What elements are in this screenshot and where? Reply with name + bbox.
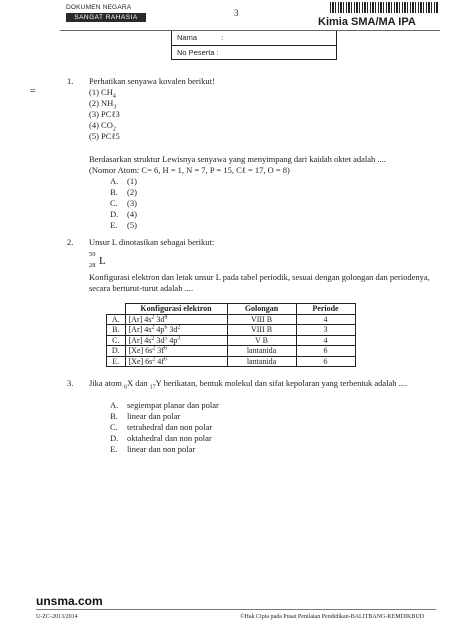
- q2-prompt: Unsur L dinotasikan sebagai berikut:: [89, 237, 215, 247]
- q3-prompt: Jika atom $_6$X dan $_{17}$Y berikatan, bentuk molekul dan sifat kepolaran yang terbentuk adalah ....: [89, 378, 408, 391]
- option-item: B. (2): [110, 187, 137, 197]
- page-number: 3: [234, 8, 239, 18]
- footer-code: U-ZC-2013/2014: [36, 614, 78, 620]
- option-item: E. linear dan non polar: [110, 444, 196, 454]
- footer-divider: [36, 609, 436, 610]
- compound-item: (2) $NH_3$: [89, 98, 117, 111]
- config-cell: [Ar] $4s^2$ $3d^8$: [125, 314, 227, 325]
- compound-item: (1) $CH_4$: [89, 87, 116, 100]
- header-configuration: Konfigurasi elektron: [125, 304, 227, 315]
- q2-number: 2.: [67, 237, 74, 247]
- table-row: D. [Xe] $6s^2$ $3f^6$ lantanida 6: [107, 346, 356, 357]
- config-cell: [Ar] $4s^2$ $3d^5$ $4p^3$: [125, 335, 227, 346]
- q1-compounds: [89, 87, 120, 142]
- table-row: A. [Ar] $4s^2$ $3d^8$ VIII B 4: [107, 314, 356, 325]
- name-colon: :: [221, 33, 224, 42]
- table-header-row: [107, 304, 356, 315]
- config-cell: [Xe] $6s^2$ $3f^6$: [125, 346, 227, 357]
- table-row: B. [Ar] $4s^2$ $4p^6$ $3d^2$ VIII B 3: [107, 325, 356, 336]
- q3-number: 3.: [67, 378, 74, 388]
- secret-badge: SANGAT RAHASIA: [66, 13, 146, 22]
- document-label: DOKUMEN NEGARA: [66, 4, 132, 11]
- table-row: E. [Xe] $6s^2$ $4f^6$ lantanida 6: [107, 356, 356, 367]
- isotope-symbol: L: [99, 255, 106, 267]
- footer-site: unsma.com: [36, 594, 103, 608]
- q1-atomic-numbers: (Nomor Atom: C= 6, H = 1, N = 7, P = 15, Cℓ = 17, O = 8): [89, 165, 290, 175]
- compound-item: (5) PCℓ5: [89, 131, 120, 141]
- participant-row: [172, 45, 336, 60]
- option-item: A. (1): [110, 176, 137, 186]
- q1-prompt: Perhatikan senyawa kovalen berikut!: [89, 76, 215, 86]
- name-label: Nama: [177, 33, 198, 42]
- option-item: D. (4): [110, 209, 137, 219]
- config-cell: [Xe] $6s^2$ $4f^6$: [125, 356, 227, 367]
- q2-table: [106, 303, 356, 367]
- q1-question: Berdasarkan struktur Lewisnya senyawa yang menyimpang dari kaidah oktet adalah ....: [89, 154, 386, 164]
- footer-copyright: ©Hak Cipta pada Pusat Penilaian Pendidikan-BALITBANG-KEMDIKBUD: [240, 614, 425, 620]
- config-cell: [Ar] $4s^2$ $4p^6$ $3d^2$: [125, 325, 227, 336]
- q3-options: [110, 400, 219, 455]
- option-item: B. linear dan polar: [110, 411, 181, 421]
- isotope-atomic: 28: [89, 262, 96, 269]
- q2-question: Konfigurasi elektron dan letak unsur L pada tabel periodik, sesuai dengan golongan dan periodenya, secara berturut-turut adalah ....: [89, 272, 430, 293]
- option-item: E. (5): [110, 220, 137, 230]
- name-row: [172, 31, 336, 45]
- header-group: Golongan: [227, 304, 296, 315]
- compound-item: (4) $CO_2$: [89, 120, 116, 133]
- option-item: C. tetrahedral dan non polar: [110, 422, 213, 432]
- table-row: C. [Ar] $4s^2$ $3d^5$ $4p^3$ V B 4: [107, 335, 356, 346]
- option-item: C. (3): [110, 198, 137, 208]
- barcode-icon: [330, 2, 438, 13]
- participant-label: No Peserta :: [177, 48, 219, 57]
- header-period: Periode: [296, 304, 355, 315]
- isotope-mass: 59: [89, 251, 96, 258]
- q1-number: 1.: [67, 76, 74, 86]
- margin-mark: =: [30, 86, 36, 97]
- q1-options: [110, 176, 137, 231]
- identity-box: [171, 31, 337, 60]
- compound-item: (3) PCℓ3: [89, 109, 120, 119]
- isotope-notation: [89, 251, 119, 273]
- option-item: D. oktahedral dan non polar: [110, 433, 212, 443]
- option-item: A. segiempat planar dan polar: [110, 400, 219, 410]
- subject-title: Kimia SMA/MA IPA: [318, 16, 416, 28]
